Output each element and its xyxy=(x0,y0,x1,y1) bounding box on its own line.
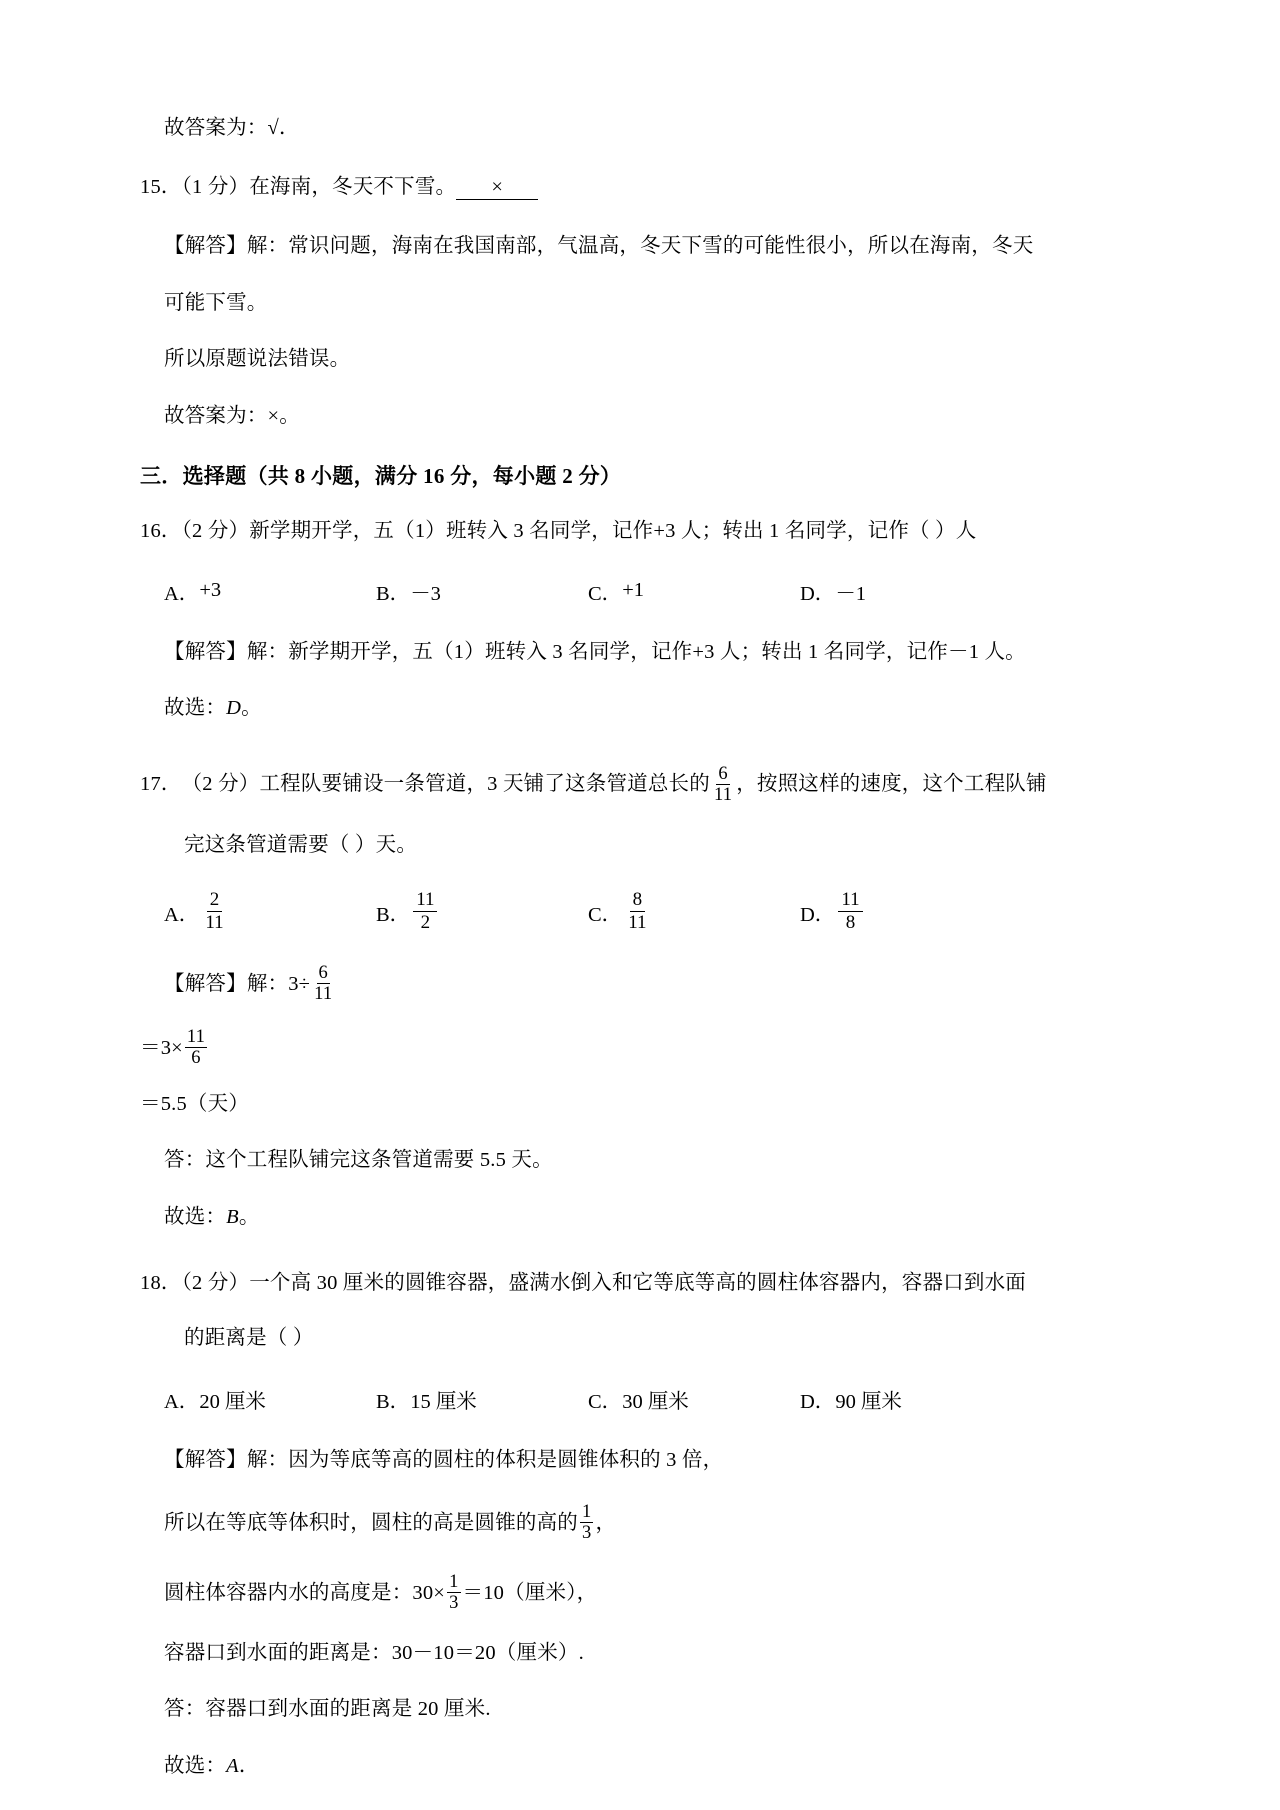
q17-stem-part-1: 工程队要铺设一条管道，3 天铺了这条管道总长的 xyxy=(259,773,710,796)
q18-explain-line-3 xyxy=(140,1573,1140,1613)
q16-option-a[interactable] xyxy=(164,576,376,606)
q17-explain-fraction-1-numerator: 6 xyxy=(318,962,328,983)
q16-explain-text: 解：新学期开学，五（1）班转入 3 名同学，记作+3 人；转出 1 名同学，记作－1 人。 xyxy=(246,640,1026,663)
q17-step-2 xyxy=(140,1028,1140,1068)
q17-step-2-numerator: 11 xyxy=(186,1026,206,1047)
q18-option-a[interactable] xyxy=(164,1384,376,1414)
q14-answer-block xyxy=(140,118,1140,139)
q17-dot: ． xyxy=(160,773,182,796)
q18-explain-line-1 xyxy=(140,1450,1140,1471)
q14-answer-line: 故答案为：√． xyxy=(164,117,300,139)
q18-option-c[interactable] xyxy=(588,1384,800,1414)
q18-line-2-fraction xyxy=(580,1503,593,1543)
question-15 xyxy=(140,177,1140,201)
q17-explain-prefix: 解：3÷ xyxy=(246,972,311,995)
q16-options xyxy=(140,576,1140,606)
q16-choice-label: 故选： xyxy=(164,697,227,720)
q16-option-d-text: －1 xyxy=(835,582,867,605)
q16-option-c[interactable] xyxy=(588,576,800,606)
q18-choice-line xyxy=(140,1756,1140,1777)
q16-option-row xyxy=(140,576,1140,606)
q18-line-2-denominator: 3 xyxy=(582,1523,592,1544)
q17-option-d[interactable] xyxy=(800,891,1012,934)
q18-option-b-text: 15 厘米 xyxy=(410,1391,477,1414)
q17-option-b-fraction xyxy=(413,890,437,933)
q17-choice-value: B xyxy=(226,1205,239,1228)
q17-explain-fraction-1 xyxy=(312,964,334,1004)
q17-option-b-denominator: 2 xyxy=(420,911,431,933)
q18-choice-punct: ． xyxy=(238,1754,260,1777)
q17-answer-line: 答：这个工程队铺完这条管道需要 5.5 天。 xyxy=(164,1149,553,1172)
q15-points: （1 分） xyxy=(181,175,250,198)
q16-option-b-text: －3 xyxy=(410,582,441,605)
q18-explain-line-4: 容器口到水面的距离是：30－10＝20（厘米）. xyxy=(164,1641,584,1664)
q18-line-2-numerator: 1 xyxy=(582,1501,592,1522)
q17-option-c[interactable] xyxy=(588,891,800,934)
q17-points: （2 分） xyxy=(181,773,260,796)
question-16 xyxy=(140,521,1140,542)
q16-option-c-label: C． xyxy=(588,582,623,605)
q18-option-b[interactable] xyxy=(376,1384,588,1414)
q17-option-a-denominator: 11 xyxy=(205,911,224,933)
q18-options xyxy=(140,1384,1140,1414)
q16-stem-text: 新学期开学，五（1）班转入 3 名同学，记作+3 人；转出 1 名同学，记作（ ）人 xyxy=(249,520,977,543)
page-content xyxy=(140,118,1140,1776)
q17-options xyxy=(140,891,1140,934)
q17-option-a-fraction xyxy=(202,890,226,933)
q15-dot: ． xyxy=(160,175,182,198)
q15-explain-line-3: 所以原题说法错误。 xyxy=(164,348,351,371)
q18-option-c-label: C． xyxy=(588,1391,623,1414)
question-18 xyxy=(140,1273,1140,1294)
q16-option-a-text: +3 xyxy=(199,579,222,602)
q17-option-b[interactable] xyxy=(376,891,588,934)
q15-explanation xyxy=(140,236,1140,426)
q17-stem-fraction-numerator: 6 xyxy=(718,763,728,784)
q16-option-b[interactable] xyxy=(376,576,588,606)
q17-option-row xyxy=(140,891,1140,934)
q18-explanation xyxy=(140,1450,1140,1776)
q17-stem-line-1 xyxy=(140,765,1140,805)
q16-option-d[interactable] xyxy=(800,576,1012,606)
q15-explain-line-4: 故答案为：×。 xyxy=(164,404,300,427)
q17-stem-fraction xyxy=(712,765,734,805)
q15-stem-line xyxy=(140,177,1140,201)
q17-option-d-numerator: 11 xyxy=(838,890,862,912)
q18-option-d[interactable] xyxy=(800,1384,1012,1414)
q17-option-d-denominator: 8 xyxy=(845,911,856,933)
q16-dot: ． xyxy=(160,520,182,543)
q18-stem-text-1: 一个高 30 厘米的圆锥容器，盛满水倒入和它等底等高的圆柱体容器内，容器口到水面 xyxy=(249,1272,1026,1295)
q15-explain-line-2: 可能下雪。 xyxy=(164,291,268,314)
q17-step-2-prefix: ＝3× xyxy=(140,1036,183,1059)
q17-explain-label: 【解答】 xyxy=(164,972,247,995)
q17-stem-part-2: ，按照这样的速度，这个工程队铺 xyxy=(736,773,1047,796)
q17-number: 17 xyxy=(140,773,161,796)
q17-explain-line-1 xyxy=(140,964,1140,1004)
q17-explain-fraction-1-denominator: 11 xyxy=(314,984,333,1005)
q17-step-2-fraction xyxy=(185,1028,207,1068)
q17-choice-punct: 。 xyxy=(238,1205,260,1228)
q18-line-3-fraction xyxy=(447,1573,460,1613)
q18-line-2-suffix: ， xyxy=(595,1511,617,1534)
q18-option-b-label: B． xyxy=(376,1391,411,1414)
q17-stem-line-2-block xyxy=(140,835,1140,856)
q16-explain-label: 【解答】 xyxy=(164,640,247,663)
q16-choice-value: D xyxy=(226,697,242,720)
q18-option-a-label: A． xyxy=(164,1391,200,1414)
q17-choice-label: 故选： xyxy=(164,1205,227,1228)
q16-option-a-label: A． xyxy=(164,582,200,605)
q17-step-3: ＝5.5（天） xyxy=(140,1092,250,1115)
q17-option-b-label: B． xyxy=(376,904,411,927)
q18-points: （2 分） xyxy=(181,1272,250,1295)
q18-line-3-prefix: 圆柱体容器内水的高度是：30× xyxy=(164,1581,446,1604)
q16-option-b-label: B． xyxy=(376,582,411,605)
q16-choice-punct: 。 xyxy=(241,697,262,720)
q16-explanation xyxy=(140,642,1140,719)
q18-dot: ． xyxy=(160,1272,182,1295)
q18-choice-label: 故选： xyxy=(164,1754,227,1777)
q15-explain-line-1 xyxy=(140,236,1140,257)
q18-explain-text-1: 解：因为等底等高的圆柱的体积是圆锥体积的 3 倍， xyxy=(246,1449,724,1472)
q16-points: （2 分） xyxy=(181,520,250,543)
q17-step-2-denominator: 6 xyxy=(191,1048,201,1069)
q15-stem-text: 在海南，冬天不下雪。 xyxy=(249,175,457,198)
q17-choice-line xyxy=(140,1207,1140,1228)
q17-option-d-label: D． xyxy=(800,904,836,927)
q18-option-d-label: D． xyxy=(800,1391,836,1414)
q18-stem-line-2: 的距离是（ ） xyxy=(184,1326,314,1349)
q18-choice-value: A xyxy=(226,1754,239,1777)
q17-option-c-label: C． xyxy=(588,904,623,927)
q16-option-d-label: D． xyxy=(800,582,836,605)
q17-option-c-fraction xyxy=(625,890,649,933)
q18-option-c-text: 30 厘米 xyxy=(622,1391,689,1414)
q15-number: 15 xyxy=(140,175,161,198)
q17-option-c-denominator: 11 xyxy=(628,911,647,933)
q18-number: 18 xyxy=(140,1272,161,1295)
q17-option-b-numerator: 11 xyxy=(413,890,437,912)
q18-line-3-denominator: 3 xyxy=(449,1593,459,1614)
q18-line-3-suffix: ＝10（厘米）， xyxy=(462,1581,598,1604)
question-17 xyxy=(140,765,1140,805)
q17-option-a[interactable] xyxy=(164,891,376,934)
q18-explain-label: 【解答】 xyxy=(164,1449,247,1472)
q16-option-c-text: +1 xyxy=(622,579,644,602)
q16-number: 16 xyxy=(140,520,161,543)
q18-stem-line-1 xyxy=(140,1273,1140,1294)
section-3-title: 三．选择题（共 8 小题，满分 16 分，每小题 2 分） xyxy=(140,464,622,489)
q16-choice-line xyxy=(140,698,1140,719)
q18-explain-line-2 xyxy=(140,1503,1140,1543)
q17-option-d-fraction xyxy=(838,890,862,933)
q17-stem-line-2: 完这条管道需要（ ）天。 xyxy=(184,833,418,856)
q18-stem-line-2-block xyxy=(140,1328,1140,1349)
q18-option-row xyxy=(140,1384,1140,1414)
q17-explanation xyxy=(140,964,1140,1228)
q18-explain-line-5: 答：容器口到水面的距离是 20 厘米. xyxy=(164,1698,491,1721)
q18-line-3-numerator: 1 xyxy=(449,1571,459,1592)
q17-option-a-numerator: 2 xyxy=(207,890,223,912)
section-3-heading-block xyxy=(140,466,1140,487)
q18-option-d-text: 90 厘米 xyxy=(835,1391,902,1414)
q15-explain-text-1: 解：常识问题，海南在我国南部，气温高，冬天下雪的可能性很小，所以在海南，冬天 xyxy=(246,235,1034,258)
q15-answer-blank: × xyxy=(456,177,538,201)
q16-stem-line xyxy=(140,521,1140,542)
q17-option-c-numerator: 8 xyxy=(630,890,646,912)
q16-explain-line xyxy=(140,642,1140,663)
q18-line-2-prefix: 所以在等底等体积时，圆柱的高是圆锥的高的 xyxy=(164,1511,578,1534)
q15-explain-label: 【解答】 xyxy=(164,235,247,258)
q17-option-a-label: A． xyxy=(164,904,200,927)
q17-stem-fraction-denominator: 11 xyxy=(713,785,733,806)
q18-option-a-text: 20 厘米 xyxy=(199,1391,266,1414)
